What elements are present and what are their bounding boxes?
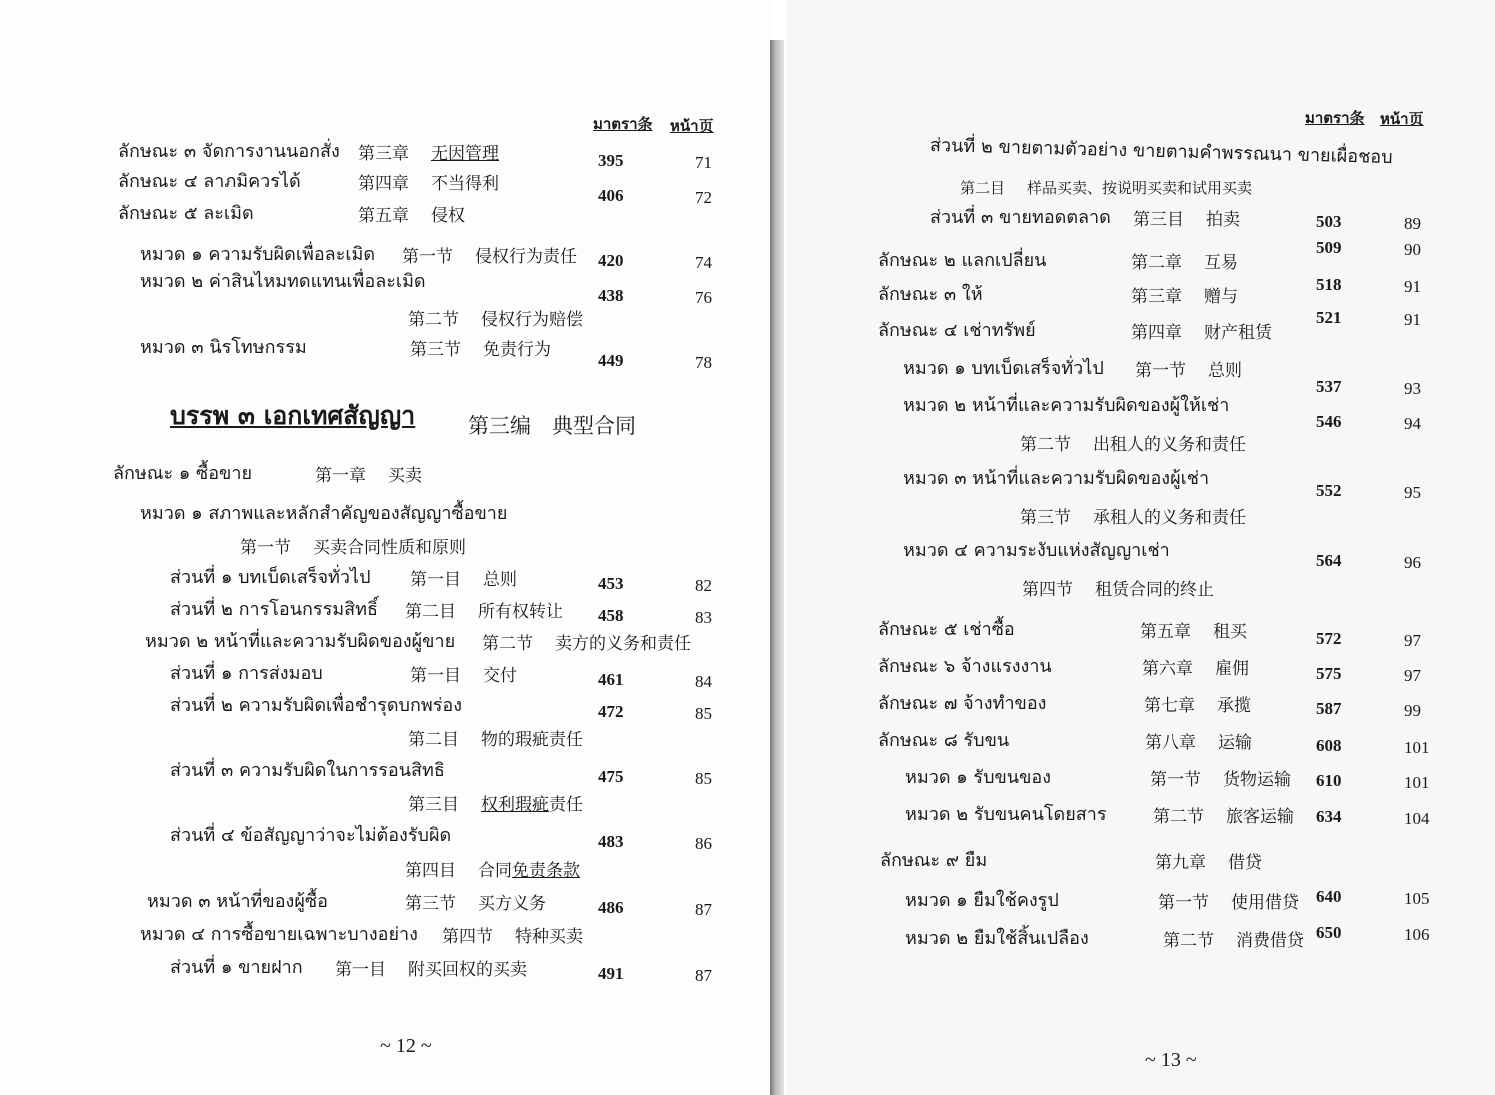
article-number: 461 bbox=[598, 670, 624, 689]
toc-thai-title: ส่วนที่ ๒ การโอนกรรมสิทธิ์ bbox=[170, 599, 378, 620]
article-number: 552 bbox=[1316, 481, 1342, 500]
toc-chinese-title bbox=[358, 172, 499, 196]
page-ref: 97 bbox=[1404, 631, 1421, 650]
toc-chinese-title bbox=[402, 245, 577, 269]
chinese-section-title: 旅客运输 bbox=[1226, 807, 1294, 827]
toc-thai-title: หมวด ๑ บทเบ็ดเสร็จทั่วไป bbox=[903, 358, 1104, 379]
chinese-section-title: 合同免责条款 bbox=[478, 861, 580, 881]
page-ref: 101 bbox=[1404, 738, 1430, 757]
book-fold bbox=[770, 40, 784, 1095]
toc-thai-title: ส่วนที่ ๔ ข้อสัญญาว่าจะไม่ต้องรับผิด bbox=[170, 825, 452, 846]
chinese-section-title: 承租人的义务和责任 bbox=[1093, 508, 1246, 528]
chinese-section-number: 第三章 bbox=[1131, 287, 1182, 307]
toc-thai-title: ลักษณะ ๖ จ้างแรงงาน bbox=[878, 656, 1052, 677]
toc-thai-title: ลักษณะ ๘ รับขน bbox=[878, 730, 1010, 751]
toc-thai-title: ลักษณะ ๙ ยืม bbox=[880, 850, 988, 871]
chinese-section-number: 第二章 bbox=[1131, 253, 1182, 273]
page-ref: 90 bbox=[1404, 240, 1421, 259]
toc-chinese-title bbox=[1163, 929, 1304, 953]
toc-chinese-title bbox=[405, 600, 563, 624]
toc-chinese-title bbox=[960, 176, 1252, 200]
chinese-section-number: 第一目 bbox=[410, 666, 461, 686]
toc-chinese-title bbox=[408, 793, 583, 817]
toc-chinese-title bbox=[482, 632, 691, 656]
chinese-section-number: 第五章 bbox=[358, 206, 409, 226]
toc-thai-title: ลักษณะ ๔ เช่าทรัพย์ bbox=[878, 320, 1036, 341]
article-number: 610 bbox=[1316, 771, 1342, 790]
chinese-section-title: 借贷 bbox=[1228, 853, 1262, 873]
page-ref: 87 bbox=[695, 900, 712, 919]
page-ref: 89 bbox=[1404, 214, 1421, 233]
toc-thai-title: ลักษณะ ๓ จัดการงานนอกสั่ง bbox=[118, 141, 340, 162]
toc-thai-title: ลักษณะ ๑ ซื้อขาย bbox=[113, 463, 253, 484]
toc-chinese-title bbox=[1142, 657, 1249, 681]
page-ref: 94 bbox=[1404, 414, 1421, 433]
chinese-section-title: 赠与 bbox=[1204, 287, 1238, 307]
toc-thai-title: หมวด ๒ ยืมใช้สิ้นเปลือง bbox=[905, 928, 1089, 949]
toc-chinese-title bbox=[405, 892, 546, 916]
article-number: 472 bbox=[598, 702, 624, 721]
toc-chinese-title bbox=[1145, 731, 1252, 755]
toc-chinese-title bbox=[1022, 578, 1214, 602]
chinese-section-title: 消费借贷 bbox=[1236, 931, 1304, 951]
chinese-section-number: 第三章 bbox=[358, 144, 409, 164]
toc-chinese-title bbox=[1020, 433, 1246, 457]
chinese-section-title: 买卖 bbox=[388, 466, 422, 486]
book-heading-thai: บรรพ ๓ เอกเทศสัญญา bbox=[170, 401, 416, 430]
chinese-section-number: 第一目 bbox=[335, 960, 386, 980]
toc-thai-title: หมวด ๓ นิรโทษกรรม bbox=[140, 337, 307, 358]
toc-thai-title: ลักษณะ ๗ จ้างทำของ bbox=[878, 693, 1047, 714]
page-ref: 99 bbox=[1404, 701, 1421, 720]
chinese-section-number: 第九章 bbox=[1155, 853, 1206, 873]
chinese-section-title: 无因管理 bbox=[431, 144, 499, 164]
toc-thai-title: หมวด ๒ หน้าที่และความรับผิดของผู้ขาย bbox=[145, 631, 456, 652]
chinese-section-title: 拍卖 bbox=[1206, 210, 1240, 230]
toc-chinese-title bbox=[240, 536, 466, 560]
toc-chinese-title bbox=[1153, 805, 1294, 829]
toc-thai-title: หมวด ๒ ค่าสินไหมทดแทนเพื่อละเมิด bbox=[140, 271, 426, 292]
chinese-section-number: 第二节 bbox=[482, 634, 533, 654]
chinese-section-title: 免责行为 bbox=[483, 340, 551, 360]
toc-chinese-title bbox=[1158, 891, 1299, 915]
article-number: 486 bbox=[598, 898, 624, 917]
toc-thai-title: หมวด ๒ หน้าที่และความรับผิดของผู้ให้เช่า bbox=[903, 395, 1230, 416]
toc-chinese-title bbox=[1020, 506, 1246, 530]
page-ref: 82 bbox=[695, 576, 712, 595]
book-heading-zh: 第三编 典型合同 bbox=[468, 414, 636, 438]
toc-thai-title: ส่วนที่ ๓ ขายทอดตลาด bbox=[930, 207, 1111, 228]
page-ref: 106 bbox=[1404, 925, 1430, 944]
toc-thai-title: หมวด ๓ หน้าที่ของผู้ซื้อ bbox=[147, 891, 328, 912]
toc-chinese-title bbox=[1135, 359, 1242, 383]
chinese-section-title: 买方义务 bbox=[478, 894, 546, 914]
toc-thai-title: หมวด ๑ ยืมใช้คงรูป bbox=[905, 890, 1059, 911]
toc-thai-title: ส่วนที่ ๓ ความรับผิดในการรอนสิทธิ bbox=[170, 760, 445, 781]
chinese-section-number: 第二目 bbox=[960, 179, 1006, 197]
page-ref: 85 bbox=[695, 769, 712, 788]
toc-thai-title: ลักษณะ ๔ ลาภมิควรได้ bbox=[118, 171, 301, 192]
toc-thai-title: หมวด ๔ ความระงับแห่งสัญญาเช่า bbox=[903, 540, 1170, 561]
article-column-header: มาตรา条 bbox=[1305, 109, 1365, 127]
chinese-section-title: 特种买卖 bbox=[515, 927, 583, 947]
chinese-section-title: 承揽 bbox=[1217, 696, 1251, 716]
chinese-section-number: 第三节 bbox=[410, 340, 461, 360]
article-column-header: มาตรา条 bbox=[593, 115, 653, 133]
article-number: 483 bbox=[598, 832, 624, 851]
article-number: 572 bbox=[1316, 629, 1342, 648]
article-number: 575 bbox=[1316, 664, 1342, 683]
chinese-section-title: 总则 bbox=[483, 570, 517, 590]
chinese-section-number: 第一节 bbox=[1158, 893, 1209, 913]
page-ref: 83 bbox=[695, 608, 712, 627]
chinese-section-number: 第一节 bbox=[402, 247, 453, 267]
article-number: 546 bbox=[1316, 412, 1342, 431]
page-number: ~ 12 ~ bbox=[380, 1035, 432, 1057]
chinese-section-title: 租买 bbox=[1213, 622, 1247, 642]
chinese-section-title: 样品买卖、按说明买卖和试用买卖 bbox=[1027, 179, 1253, 197]
page-ref: 91 bbox=[1404, 277, 1421, 296]
chinese-section-title: 不当得利 bbox=[431, 174, 499, 194]
article-number: 634 bbox=[1316, 807, 1342, 826]
chinese-section-number: 第一节 bbox=[240, 538, 291, 558]
toc-chinese-title bbox=[1131, 251, 1238, 275]
chinese-section-number: 第二目 bbox=[405, 602, 456, 622]
article-number: 503 bbox=[1316, 212, 1342, 231]
article-number: 640 bbox=[1316, 887, 1342, 906]
toc-chinese-title bbox=[410, 568, 517, 592]
page-ref: 91 bbox=[1404, 310, 1421, 329]
toc-chinese-title bbox=[1150, 768, 1291, 792]
article-number: 564 bbox=[1316, 551, 1342, 570]
page-ref: 97 bbox=[1404, 666, 1421, 685]
toc-thai-title: หมวด ๓ หน้าที่และความรับผิดของผู้เช่า bbox=[903, 468, 1210, 489]
toc-chinese-title bbox=[1140, 620, 1247, 644]
chinese-section-number: 第二节 bbox=[408, 310, 459, 330]
chinese-section-title: 货物运输 bbox=[1223, 770, 1291, 790]
article-number: 458 bbox=[598, 606, 624, 625]
chinese-section-number: 第四章 bbox=[358, 174, 409, 194]
toc-chinese-title bbox=[1133, 208, 1240, 232]
toc-chinese-title bbox=[1131, 285, 1238, 309]
page-ref: 85 bbox=[695, 704, 712, 723]
page-ref: 105 bbox=[1404, 889, 1430, 908]
toc-thai-title: หมวด ๔ การซื้อขายเฉพาะบางอย่าง bbox=[140, 924, 418, 945]
toc-thai-title: หมวด ๑ ความรับผิดเพื่อละเมิด bbox=[140, 244, 376, 265]
right-page bbox=[786, 0, 1495, 1095]
chinese-section-title: 总则 bbox=[1208, 361, 1242, 381]
toc-chinese-title bbox=[358, 142, 499, 166]
toc-chinese-title bbox=[408, 728, 583, 752]
article-number: 650 bbox=[1316, 923, 1342, 942]
chinese-section-number: 第二节 bbox=[1020, 435, 1071, 455]
article-number: 395 bbox=[598, 151, 624, 170]
toc-thai-title: ส่วนที่ ๑ การส่งมอบ bbox=[170, 663, 323, 684]
page-ref: 93 bbox=[1404, 379, 1421, 398]
chinese-section-title: 买卖合同性质和原则 bbox=[313, 538, 466, 558]
page-ref: 101 bbox=[1404, 773, 1430, 792]
chinese-section-title: 运输 bbox=[1218, 733, 1252, 753]
page-column-header: หน้า页 bbox=[1380, 110, 1424, 128]
article-number: 420 bbox=[598, 251, 624, 270]
article-number: 537 bbox=[1316, 377, 1342, 396]
chinese-section-number: 第三目 bbox=[408, 795, 459, 815]
toc-chinese-title bbox=[358, 204, 465, 228]
chinese-section-number: 第四节 bbox=[1022, 580, 1073, 600]
chinese-section-title: 附买回权的买卖 bbox=[408, 960, 527, 980]
toc-thai-title: ส่วนที่ ๒ ความรับผิดเพื่อชำรุดบกพร่อง bbox=[170, 695, 462, 716]
chinese-section-title: 使用借贷 bbox=[1231, 893, 1299, 913]
page-ref: 74 bbox=[695, 253, 712, 272]
toc-chinese-title bbox=[335, 958, 527, 982]
toc-chinese-title bbox=[1144, 694, 1251, 718]
toc-chinese-title bbox=[1131, 321, 1272, 345]
article-number: 453 bbox=[598, 574, 624, 593]
toc-chinese-title bbox=[408, 308, 583, 332]
chinese-section-title: 卖方的义务和责任 bbox=[555, 634, 691, 654]
chinese-section-number: 第四目 bbox=[405, 861, 456, 881]
chinese-section-title: 财产租赁 bbox=[1204, 323, 1272, 343]
article-number: 406 bbox=[598, 186, 624, 205]
chinese-section-number: 第一章 bbox=[315, 466, 366, 486]
page-ref: 87 bbox=[695, 966, 712, 985]
article-number: 509 bbox=[1316, 238, 1342, 257]
toc-chinese-title bbox=[1155, 851, 1262, 875]
toc-thai-title: หมวด ๑ รับขนของ bbox=[905, 767, 1052, 788]
toc-thai-title: ลักษณะ ๕ ละเมิด bbox=[118, 203, 254, 224]
chinese-section-number: 第二节 bbox=[1153, 807, 1204, 827]
chinese-section-number: 第二目 bbox=[408, 730, 459, 750]
chinese-section-title: 互易 bbox=[1204, 253, 1238, 273]
toc-chinese-title bbox=[315, 464, 422, 488]
page-ref: 71 bbox=[695, 153, 712, 172]
chinese-section-number: 第三目 bbox=[1133, 210, 1184, 230]
article-number: 475 bbox=[598, 767, 624, 786]
page-ref: 76 bbox=[695, 288, 712, 307]
chinese-section-title: 权利瑕疵责任 bbox=[481, 795, 583, 815]
toc-thai-title: หมวด ๑ สภาพและหลักสำคัญของสัญญาซื้อขาย bbox=[140, 503, 508, 524]
chinese-section-title: 租赁合同的终止 bbox=[1095, 580, 1214, 600]
article-number: 438 bbox=[598, 286, 624, 305]
chinese-section-number: 第七章 bbox=[1144, 696, 1195, 716]
chinese-section-title: 侵权行为责任 bbox=[475, 247, 577, 267]
chinese-section-number: 第八章 bbox=[1145, 733, 1196, 753]
chinese-section-number: 第五章 bbox=[1140, 622, 1191, 642]
chinese-section-number: 第一节 bbox=[1150, 770, 1201, 790]
page-ref: 78 bbox=[695, 353, 712, 372]
toc-thai-title: ส่วนที่ ๑ บทเบ็ดเสร็จทั่วไป bbox=[170, 567, 371, 588]
chinese-section-title: 所有权转让 bbox=[478, 602, 563, 622]
chinese-section-number: 第三节 bbox=[1020, 508, 1071, 528]
chinese-section-title: 侵权 bbox=[431, 206, 465, 226]
page-ref: 86 bbox=[695, 834, 712, 853]
chinese-section-number: 第三节 bbox=[405, 894, 456, 914]
page-ref: 96 bbox=[1404, 553, 1421, 572]
article-number: 608 bbox=[1316, 736, 1342, 755]
toc-thai-title: ลักษณะ ๒ แลกเปลี่ยน bbox=[878, 250, 1047, 271]
chinese-section-number: 第二节 bbox=[1163, 931, 1214, 951]
chinese-section-number: 第四章 bbox=[1131, 323, 1182, 343]
toc-thai-title: ส่วนที่ ๑ ขายฝาก bbox=[170, 957, 303, 978]
page-ref: 72 bbox=[695, 188, 712, 207]
chinese-section-title: 交付 bbox=[483, 666, 517, 686]
page-ref: 104 bbox=[1404, 809, 1430, 828]
chinese-section-number: 第一节 bbox=[1135, 361, 1186, 381]
article-number: 587 bbox=[1316, 699, 1342, 718]
chinese-section-title: 雇佣 bbox=[1215, 659, 1249, 679]
article-number: 491 bbox=[598, 964, 624, 983]
page-ref: 84 bbox=[695, 672, 712, 691]
toc-chinese-title bbox=[410, 664, 517, 688]
toc-chinese-title bbox=[410, 338, 551, 362]
toc-thai-title: ส่วนที่ ๒ ขายตามตัวอย่าง ขายตามคำพรรณนา ขายเผื่อชอบ bbox=[929, 135, 1393, 169]
chinese-section-title: 侵权行为赔偿 bbox=[481, 310, 583, 330]
page-ref: 95 bbox=[1404, 483, 1421, 502]
toc-chinese-title bbox=[442, 925, 583, 949]
article-number: 518 bbox=[1316, 275, 1342, 294]
article-number: 449 bbox=[598, 351, 624, 370]
chinese-section-title: 物的瑕疵责任 bbox=[481, 730, 583, 750]
article-number: 521 bbox=[1316, 308, 1342, 327]
page-column-header: หน้า页 bbox=[670, 117, 714, 135]
page-number: ~ 13 ~ bbox=[1145, 1049, 1197, 1071]
toc-thai-title: หมวด ๒ รับขนคนโดยสาร bbox=[905, 804, 1107, 825]
toc-chinese-title bbox=[405, 859, 580, 883]
chinese-section-number: 第四节 bbox=[442, 927, 493, 947]
chinese-section-number: 第一目 bbox=[410, 570, 461, 590]
chinese-section-title: 出租人的义务和责任 bbox=[1093, 435, 1246, 455]
chinese-section-number: 第六章 bbox=[1142, 659, 1193, 679]
toc-thai-title: ลักษณะ ๕ เช่าซื้อ bbox=[878, 619, 1015, 640]
toc-thai-title: ลักษณะ ๓ ให้ bbox=[878, 284, 983, 305]
